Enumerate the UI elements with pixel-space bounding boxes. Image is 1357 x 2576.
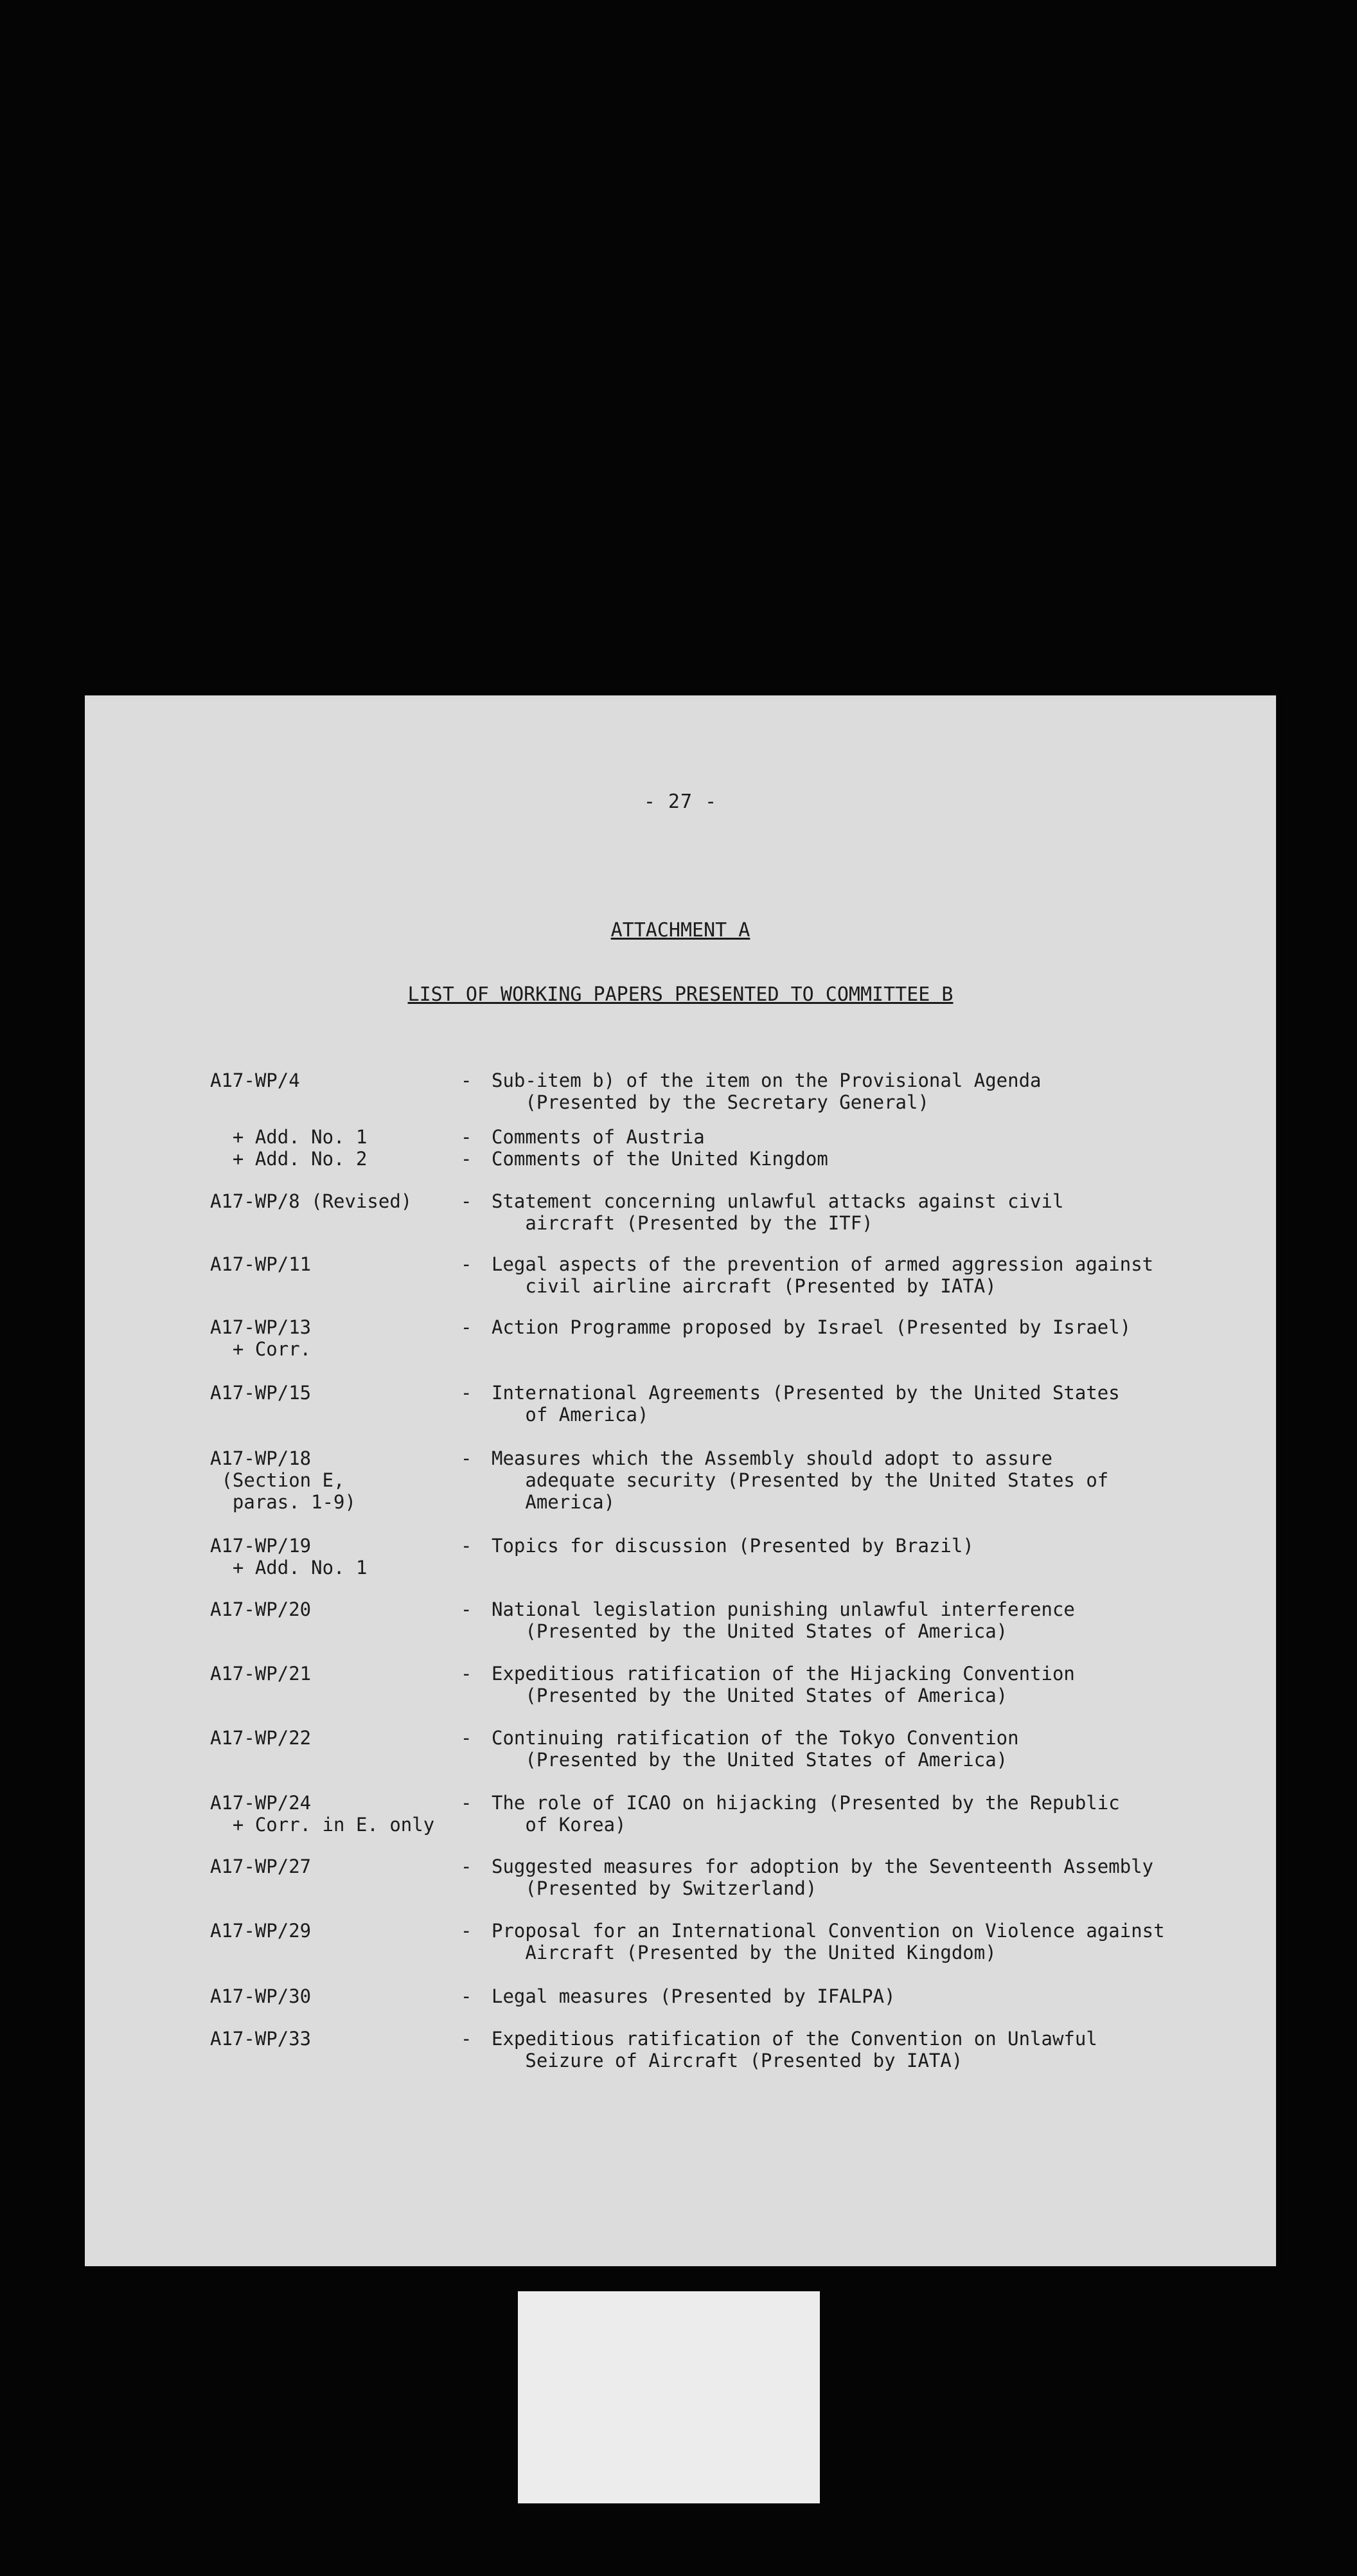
separator-dash: -: [461, 1856, 472, 1877]
list-title: LIST OF WORKING PAPERS PRESENTED TO COMMITTEE B: [407, 983, 953, 1006]
separator-dash: -: [461, 2028, 472, 2050]
separator-dash: -: [461, 1663, 472, 1685]
paper-reference: A17-WP/13 + Corr.: [210, 1316, 312, 1360]
paper-reference: A17-WP/20: [210, 1598, 312, 1620]
separator-dash: -: [461, 1253, 472, 1275]
paper-reference: A17-WP/18 (Section E, paras. 1-9): [210, 1447, 356, 1513]
paper-description: Expeditious ratification of the Hijacking Convention (Presented by the United States of America): [492, 1663, 1075, 1706]
paper-description: Legal aspects of the prevention of armed aggression against civil airline aircraft (Presented by IATA): [492, 1253, 1154, 1297]
separator-dash: -: [461, 1447, 472, 1469]
separator-dash: -: [461, 1792, 472, 1814]
separator-dash: -: [461, 1920, 472, 1942]
paper-description: Proposal for an International Convention on Violence against Aircraft (Presented by the United Kingdom): [492, 1920, 1165, 1963]
separator-dash: -: [461, 1985, 472, 2007]
separator-dash: -: [461, 1382, 472, 1404]
separator-dash: - -: [461, 1126, 472, 1170]
paper-reference: A17-WP/4: [210, 1069, 300, 1091]
paper-description: Action Programme proposed by Israel (Presented by Israel): [492, 1316, 1131, 1338]
paper-description: International Agreements (Presented by the United States of America): [492, 1382, 1120, 1426]
paper-reference: A17-WP/22: [210, 1727, 312, 1749]
paper-reference: A17-WP/27: [210, 1856, 312, 1877]
paper-description: National legislation punishing unlawful interference (Presented by the United States of America): [492, 1598, 1075, 1642]
separator-dash: -: [461, 1727, 472, 1749]
paper-description: Topics for discussion (Presented by Brazil): [492, 1535, 974, 1557]
paper-description: Comments of Austria Comments of the United Kingdom: [492, 1126, 828, 1170]
page-number: - 27 -: [643, 791, 718, 813]
paper-description: The role of ICAO on hijacking (Presented by the Republic of Korea): [492, 1792, 1120, 1836]
paper-reference: A17-WP/15: [210, 1382, 312, 1404]
paper-description: Measures which the Assembly should adopt to assure adequate security (Presented by the United States of America): [492, 1447, 1109, 1513]
separator-dash: -: [461, 1069, 472, 1091]
separator-dash: -: [461, 1190, 472, 1212]
paper-description: Suggested measures for adoption by the Seventeenth Assembly (Presented by Switzerland): [492, 1856, 1154, 1899]
paper-reference: A17-WP/33: [210, 2028, 312, 2050]
blank-paper-slip: [518, 2291, 820, 2503]
separator-dash: -: [461, 1535, 472, 1557]
paper-reference: A17-WP/30: [210, 1985, 312, 2007]
paper-reference: A17-WP/24 + Corr. in E. only: [210, 1792, 435, 1836]
paper-description: Sub-item b) of the item on the Provisional Agenda (Presented by the Secretary General): [492, 1069, 1042, 1113]
paper-description: Continuing ratification of the Tokyo Convention (Presented by the United States of America): [492, 1727, 1019, 1771]
paper-description: Legal measures (Presented by IFALPA): [492, 1985, 896, 2007]
paper-reference: + Add. No. 1 + Add. No. 2: [232, 1126, 368, 1170]
paper-reference: A17-WP/11: [210, 1253, 312, 1275]
paper-reference: A17-WP/8 (Revised): [210, 1190, 412, 1212]
paper-reference: A17-WP/29: [210, 1920, 312, 1942]
paper-description: Expeditious ratification of the Convention on Unlawful Seizure of Aircraft (Presented by IATA): [492, 2028, 1097, 2071]
attachment-title: ATTACHMENT A: [610, 919, 750, 942]
separator-dash: -: [461, 1598, 472, 1620]
document-page: [85, 695, 1276, 2266]
paper-reference: A17-WP/21: [210, 1663, 312, 1685]
paper-description: Statement concerning unlawful attacks against civil aircraft (Presented by the ITF): [492, 1190, 1064, 1234]
separator-dash: -: [461, 1316, 472, 1338]
paper-reference: A17-WP/19 + Add. No. 1: [210, 1535, 368, 1579]
